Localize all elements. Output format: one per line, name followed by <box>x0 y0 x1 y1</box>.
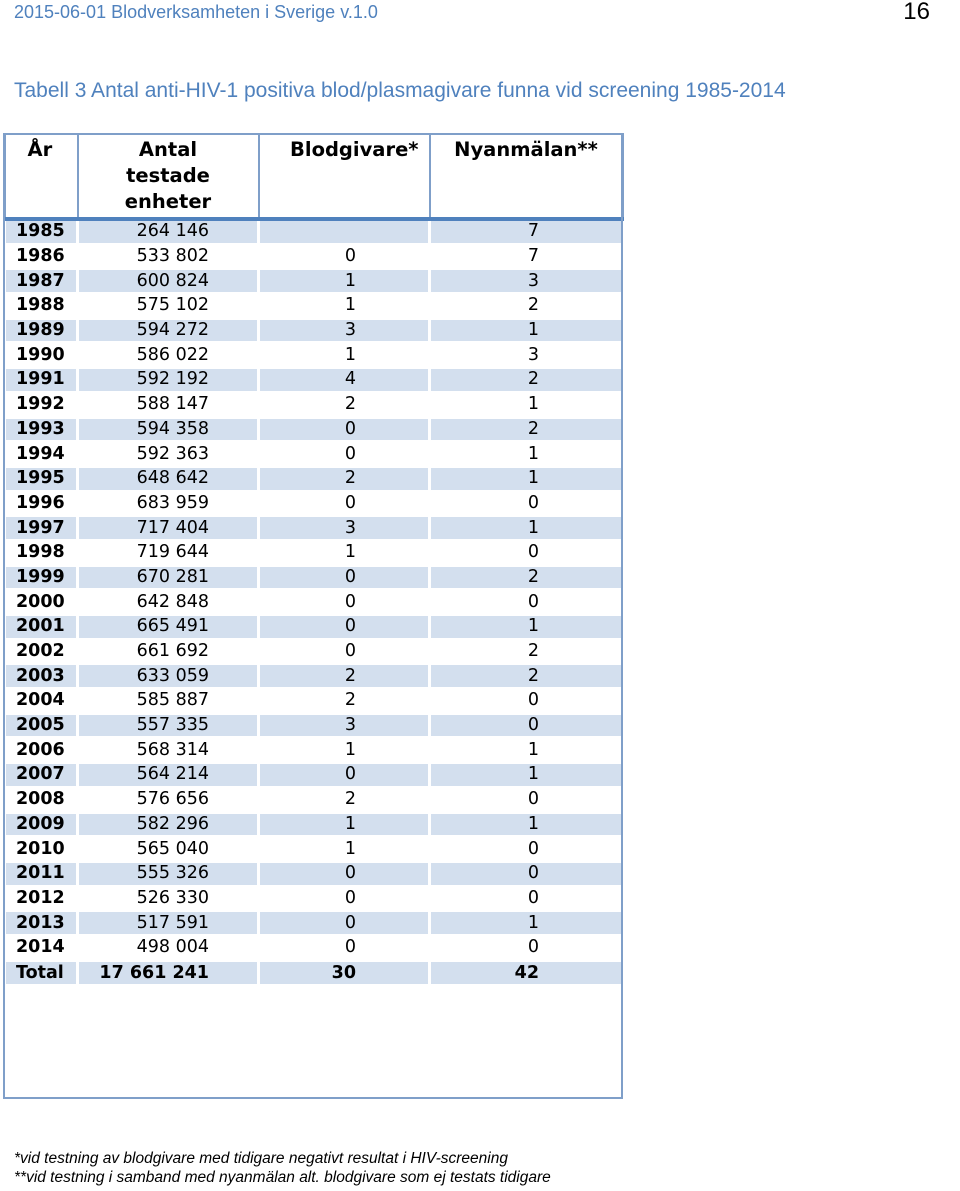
row-tested-units: 582 296 <box>78 812 259 837</box>
row-new-registrations: 1 <box>430 812 623 837</box>
row-tested-units: 648 642 <box>78 466 259 491</box>
row-year: 1996 <box>5 491 78 516</box>
row-blood-donors: 0 <box>259 615 430 640</box>
table-row <box>5 861 623 886</box>
document-header: 2015-06-01 Blodverksamheten i Sverige v.1.0 <box>14 2 378 22</box>
row-year: 2000 <box>5 590 78 615</box>
row-blood-donors: 4 <box>259 368 430 393</box>
row-new-registrations: 0 <box>430 935 623 960</box>
row-year: 2002 <box>5 639 78 664</box>
row-year: 2013 <box>5 911 78 936</box>
row-tested-units: 719 644 <box>78 540 259 565</box>
row-year: 2009 <box>5 812 78 837</box>
row-year: 2014 <box>5 935 78 960</box>
row-year: 1985 <box>5 219 78 244</box>
row-new-registrations: 2 <box>430 417 623 442</box>
row-new-registrations: 1 <box>430 911 623 936</box>
row-tested-units: 586 022 <box>78 343 259 368</box>
row-tested-units: 633 059 <box>78 664 259 689</box>
table-row <box>5 392 623 417</box>
hiv-screening-table <box>3 133 624 987</box>
row-blood-donors: 1 <box>259 540 430 565</box>
row-blood-donors: 2 <box>259 392 430 417</box>
row-tested-units: 533 802 <box>78 244 259 269</box>
row-new-registrations: 1 <box>430 392 623 417</box>
table-row <box>5 911 623 936</box>
table-row <box>5 738 623 763</box>
row-tested-units: 588 147 <box>78 392 259 417</box>
row-year: 2003 <box>5 664 78 689</box>
row-year: 2010 <box>5 837 78 862</box>
header-new-registrations: Nyanmälan** <box>430 134 623 219</box>
row-year: 1994 <box>5 442 78 467</box>
row-tested-units: 498 004 <box>78 935 259 960</box>
row-year: 2004 <box>5 689 78 714</box>
row-new-registrations: 3 <box>430 269 623 294</box>
row-blood-donors: 0 <box>259 244 430 269</box>
row-new-registrations: 1 <box>430 466 623 491</box>
table-row <box>5 565 623 590</box>
row-year: 1987 <box>5 269 78 294</box>
table-row <box>5 615 623 640</box>
row-new-registrations: 0 <box>430 837 623 862</box>
row-tested-units: 555 326 <box>78 861 259 886</box>
row-tested-units: 575 102 <box>78 294 259 319</box>
table-row <box>5 689 623 714</box>
row-new-registrations: 1 <box>430 615 623 640</box>
row-new-registrations: 2 <box>430 664 623 689</box>
table-row <box>5 935 623 960</box>
row-new-registrations: 0 <box>430 491 623 516</box>
row-blood-donors: 1 <box>259 837 430 862</box>
row-tested-units: 264 146 <box>78 219 259 244</box>
row-blood-donors: 0 <box>259 935 430 960</box>
row-new-registrations: 1 <box>430 442 623 467</box>
table-row <box>5 540 623 565</box>
table-row <box>5 664 623 689</box>
row-tested-units: 526 330 <box>78 886 259 911</box>
row-new-registrations: 0 <box>430 590 623 615</box>
table-row <box>5 417 623 442</box>
row-year: 2001 <box>5 615 78 640</box>
row-year: 1988 <box>5 294 78 319</box>
table-row <box>5 787 623 812</box>
total-blood-donors: 30 <box>259 960 430 985</box>
table-row <box>5 244 623 269</box>
row-blood-donors: 0 <box>259 417 430 442</box>
row-year: 1986 <box>5 244 78 269</box>
row-blood-donors <box>259 219 430 244</box>
row-new-registrations: 1 <box>430 318 623 343</box>
row-new-registrations: 0 <box>430 787 623 812</box>
table-row <box>5 590 623 615</box>
table-row <box>5 368 623 393</box>
row-new-registrations: 1 <box>430 516 623 541</box>
row-new-registrations: 0 <box>430 689 623 714</box>
row-new-registrations: 2 <box>430 565 623 590</box>
row-new-registrations: 0 <box>430 540 623 565</box>
row-year: 1992 <box>5 392 78 417</box>
header-tested-units-line2: testade <box>126 164 210 187</box>
header-tested-units-line3: enheter <box>124 190 212 213</box>
row-tested-units: 717 404 <box>78 516 259 541</box>
row-year: 2012 <box>5 886 78 911</box>
total-label: Total <box>5 960 78 985</box>
row-year: 1999 <box>5 565 78 590</box>
header-tested-units-line1: Antal <box>138 138 198 161</box>
row-tested-units: 564 214 <box>78 763 259 788</box>
row-tested-units: 665 491 <box>78 615 259 640</box>
row-year: 1998 <box>5 540 78 565</box>
table-row <box>5 491 623 516</box>
row-tested-units: 565 040 <box>78 837 259 862</box>
table-row <box>5 713 623 738</box>
row-year: 1989 <box>5 318 78 343</box>
row-new-registrations: 0 <box>430 713 623 738</box>
row-year: 1997 <box>5 516 78 541</box>
table-row <box>5 763 623 788</box>
row-tested-units: 568 314 <box>78 738 259 763</box>
table-row <box>5 812 623 837</box>
row-new-registrations: 1 <box>430 738 623 763</box>
row-blood-donors: 0 <box>259 565 430 590</box>
table-row <box>5 886 623 911</box>
page-number: 16 <box>903 0 930 25</box>
row-tested-units: 600 824 <box>78 269 259 294</box>
table-row <box>5 466 623 491</box>
row-tested-units: 642 848 <box>78 590 259 615</box>
row-year: 2008 <box>5 787 78 812</box>
row-year: 2005 <box>5 713 78 738</box>
footnote-donors: *vid testning av blodgivare med tidigare negativt resultat i HIV-screening <box>14 1150 508 1167</box>
row-year: 1995 <box>5 466 78 491</box>
row-blood-donors: 0 <box>259 491 430 516</box>
row-new-registrations: 7 <box>430 244 623 269</box>
row-tested-units: 594 272 <box>78 318 259 343</box>
total-tested-units: 17 661 241 <box>78 960 259 985</box>
row-blood-donors: 3 <box>259 516 430 541</box>
row-year: 1991 <box>5 368 78 393</box>
row-new-registrations: 1 <box>430 763 623 788</box>
table-row <box>5 294 623 319</box>
row-new-registrations: 2 <box>430 639 623 664</box>
row-blood-donors: 0 <box>259 590 430 615</box>
row-new-registrations: 3 <box>430 343 623 368</box>
row-year: 1990 <box>5 343 78 368</box>
row-blood-donors: 2 <box>259 466 430 491</box>
row-new-registrations: 2 <box>430 294 623 319</box>
row-tested-units: 670 281 <box>78 565 259 590</box>
row-tested-units: 594 358 <box>78 417 259 442</box>
row-blood-donors: 0 <box>259 442 430 467</box>
row-new-registrations: 0 <box>430 861 623 886</box>
table-row <box>5 837 623 862</box>
table-row <box>5 318 623 343</box>
row-tested-units: 517 591 <box>78 911 259 936</box>
row-tested-units: 585 887 <box>78 689 259 714</box>
table-row <box>5 442 623 467</box>
footnote-new-registrations: **vid testning i samband med nyanmälan alt. blodgivare som ej testats tidigare <box>14 1169 551 1186</box>
table-row <box>5 219 623 244</box>
table-row <box>5 269 623 294</box>
row-blood-donors: 0 <box>259 911 430 936</box>
table-caption: Tabell 3 Antal anti-HIV-1 positiva blod/plasmagivare funna vid screening 1985-2014 <box>14 79 786 102</box>
header-blood-donors: Blodgivare* <box>259 134 430 219</box>
row-blood-donors: 3 <box>259 318 430 343</box>
row-blood-donors: 0 <box>259 886 430 911</box>
row-tested-units: 683 959 <box>78 491 259 516</box>
table-row <box>5 343 623 368</box>
row-blood-donors: 0 <box>259 639 430 664</box>
row-year: 2007 <box>5 763 78 788</box>
row-tested-units: 557 335 <box>78 713 259 738</box>
table-header-row <box>5 134 623 219</box>
row-blood-donors: 0 <box>259 861 430 886</box>
row-year: 1993 <box>5 417 78 442</box>
row-blood-donors: 1 <box>259 343 430 368</box>
table-row <box>5 516 623 541</box>
row-year: 2011 <box>5 861 78 886</box>
row-blood-donors: 1 <box>259 812 430 837</box>
row-tested-units: 592 192 <box>78 368 259 393</box>
table-row <box>5 639 623 664</box>
row-new-registrations: 0 <box>430 886 623 911</box>
row-blood-donors: 1 <box>259 269 430 294</box>
row-blood-donors: 1 <box>259 738 430 763</box>
row-blood-donors: 1 <box>259 294 430 319</box>
row-tested-units: 661 692 <box>78 639 259 664</box>
table-body <box>5 219 623 960</box>
row-blood-donors: 2 <box>259 664 430 689</box>
header-year: År <box>5 134 78 219</box>
header-tested-units <box>78 134 259 219</box>
row-blood-donors: 0 <box>259 763 430 788</box>
row-blood-donors: 3 <box>259 713 430 738</box>
row-new-registrations: 7 <box>430 219 623 244</box>
row-year: 2006 <box>5 738 78 763</box>
total-new-registrations: 42 <box>430 960 623 985</box>
row-tested-units: 592 363 <box>78 442 259 467</box>
hiv-screening-table-container <box>3 133 624 987</box>
row-blood-donors: 2 <box>259 787 430 812</box>
table-total-row <box>5 960 623 985</box>
row-new-registrations: 2 <box>430 368 623 393</box>
row-blood-donors: 2 <box>259 689 430 714</box>
row-tested-units: 576 656 <box>78 787 259 812</box>
